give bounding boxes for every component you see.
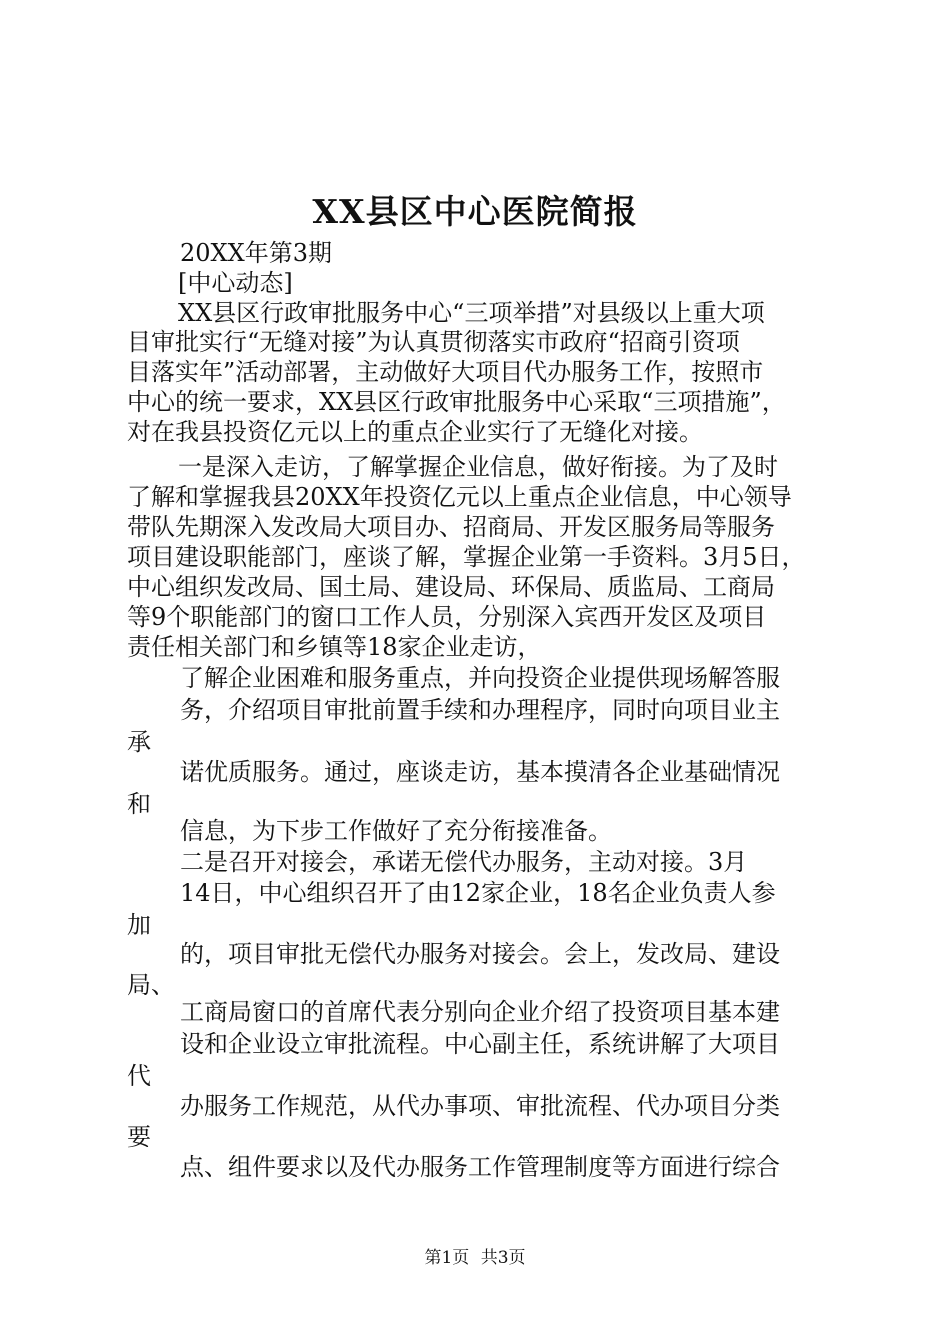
text-line: 带队先期深入发改局大项目办、招商局、开发区服务局等服务	[127, 513, 775, 541]
document-title: XX县区中心医院简报	[312, 192, 638, 231]
text-line: 14日，中心组织召开了由12家企业，18名企业负责人参	[180, 879, 776, 907]
page-footer	[0, 1243, 950, 1268]
text-line: 中心组织发改局、国土局、建设局、环保局、质监局、工商局	[127, 573, 775, 601]
text-line: 责任相关部门和乡镇等18家企业走访，	[127, 633, 542, 661]
text-line: 工商局窗口的首席代表分别向企业介绍了投资项目基本建	[180, 998, 780, 1026]
section-label: [中心动态]	[178, 269, 293, 297]
text-line: 目落实年”活动部署，主动做好大项目代办服务工作，按照市	[127, 358, 764, 386]
text-line: 对在我县投资亿元以上的重点企业实行了无缝化对接。	[127, 418, 703, 446]
text-line: 局、	[127, 971, 175, 999]
text-line: 目审批实行“无缝对接”为认真贯彻落实市政府“招商引资项	[127, 328, 740, 356]
text-line: 了解企业困难和服务重点，并向投资企业提供现场解答服	[180, 664, 780, 692]
text-line: 诺优质服务。通过，座谈走访，基本摸清各企业基础情况	[180, 758, 780, 786]
text-line: 的，项目审批无偿代办服务对接会。会上，发改局、建设	[180, 940, 780, 968]
text-line: 一是深入走访，了解掌握企业信息，做好衔接。为了及时	[178, 453, 778, 481]
text-line: 二是召开对接会，承诺无偿代办服务，主动对接。3月	[180, 848, 748, 876]
text-line: 代	[127, 1062, 151, 1090]
text-line: 等9个职能部门的窗口工作人员，分别深入宾西开发区及项目	[127, 603, 767, 631]
text-line: 信息，为下步工作做好了充分衔接准备。	[180, 817, 612, 845]
text-line: 设和企业设立审批流程。中心副主任，系统讲解了大项目	[180, 1030, 780, 1058]
issue-number: 20XX年第3期	[180, 239, 332, 267]
text-line: 要	[127, 1123, 151, 1151]
text-line: 办服务工作规范，从代办事项、审批流程、代办项目分类	[180, 1092, 780, 1120]
text-line: 项目建设职能部门，座谈了解，掌握企业第一手资料。3月5日，	[127, 543, 806, 571]
text-line: 务，介绍项目审批前置手续和办理程序，同时向项目业主	[180, 696, 780, 724]
text-line: 中心的统一要求，XX县区行政审批服务中心采取“三项措施”，	[127, 388, 786, 416]
text-line: 了解和掌握我县20XX年投资亿元以上重点企业信息，中心领导	[127, 483, 792, 511]
page-total: 共3页	[480, 1248, 526, 1268]
text-line: 加	[127, 911, 151, 939]
page-number: 第1页	[424, 1248, 470, 1268]
text-line: XX县区行政审批服务中心“三项举措”对县级以上重大项	[178, 299, 765, 327]
text-line: 点、组件要求以及代办服务工作管理制度等方面进行综合	[180, 1153, 780, 1181]
text-line: 承	[127, 728, 151, 756]
text-line: 和	[127, 790, 151, 818]
